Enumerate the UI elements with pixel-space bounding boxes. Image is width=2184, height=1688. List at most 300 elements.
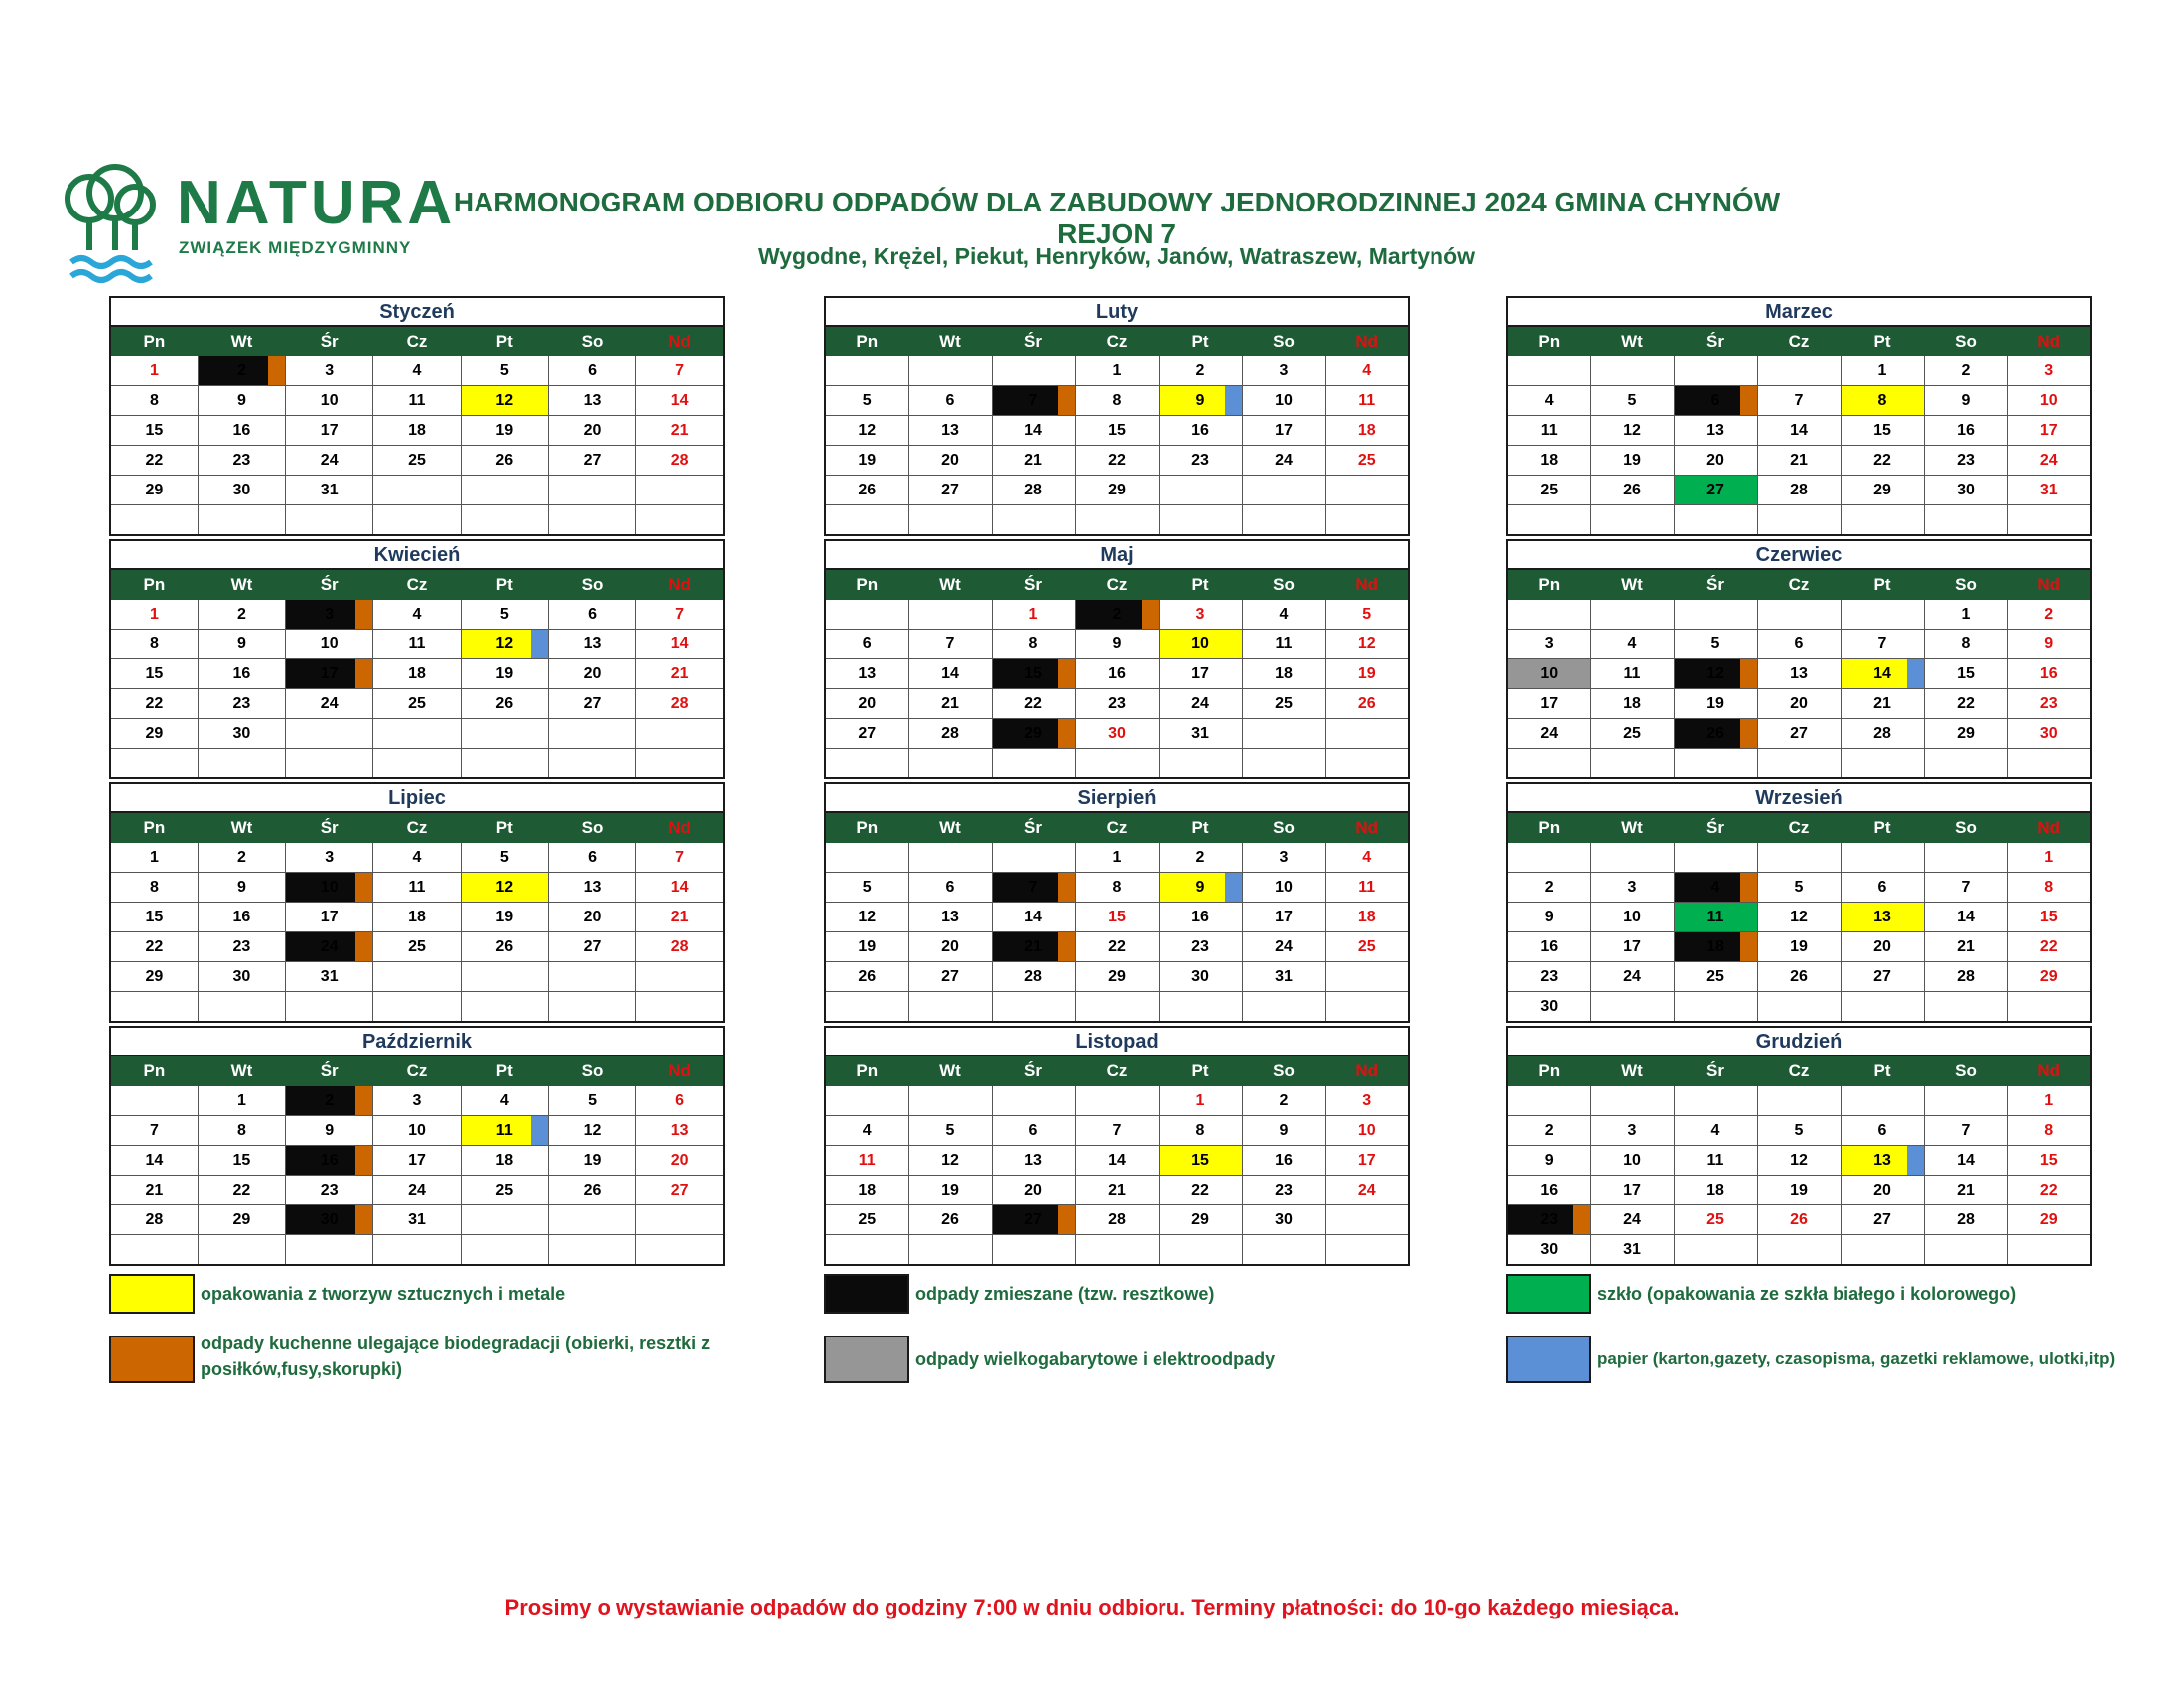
day-cell xyxy=(636,1116,724,1146)
day-cell xyxy=(1507,719,1590,749)
day-number: 1 xyxy=(2044,848,2054,866)
day-number: 13 xyxy=(1024,1151,1042,1169)
month-name: Maj xyxy=(824,539,1410,568)
empty-cell xyxy=(373,992,461,1023)
day-cell xyxy=(1924,1146,2007,1176)
day-cell xyxy=(286,873,373,903)
day-number: 30 xyxy=(1275,1210,1293,1228)
day-number: 28 xyxy=(670,451,689,469)
day-number: 10 xyxy=(408,1121,426,1139)
empty-cell xyxy=(1075,992,1159,1023)
empty-cell xyxy=(1674,600,1757,630)
day-cell xyxy=(1841,630,1924,659)
day-cell xyxy=(1841,1146,1924,1176)
empty-cell xyxy=(373,749,461,779)
day-cell xyxy=(992,903,1075,932)
month-calendar xyxy=(1506,539,2092,779)
day-number: 13 xyxy=(941,421,959,439)
day-number: 3 xyxy=(1544,634,1554,652)
day-cell xyxy=(548,446,635,476)
day-number: 1 xyxy=(149,848,159,866)
pickup-stripe-orange xyxy=(355,873,372,902)
day-number: 28 xyxy=(1108,1210,1126,1228)
weekday-header: Pt xyxy=(1841,326,1924,356)
day-cell xyxy=(992,1116,1075,1146)
day-number: 12 xyxy=(941,1151,959,1169)
day-number: 25 xyxy=(408,937,426,955)
pickup-stripe-orange xyxy=(1740,659,1757,688)
day-number: 18 xyxy=(1275,664,1293,682)
empty-cell xyxy=(1590,356,1674,386)
day-number: 8 xyxy=(1112,878,1122,896)
empty-cell xyxy=(1075,505,1159,536)
day-cell xyxy=(1075,630,1159,659)
day-cell xyxy=(1757,386,1841,416)
day-number: 19 xyxy=(858,937,877,955)
day-number: 8 xyxy=(236,1121,246,1139)
day-cell xyxy=(548,1086,635,1116)
day-number: 28 xyxy=(670,937,689,955)
day-number: 17 xyxy=(1623,937,1641,955)
day-number: 2 xyxy=(1195,848,1205,866)
day-number: 20 xyxy=(1706,451,1724,469)
day-number: 14 xyxy=(1873,664,1891,682)
day-cell xyxy=(1159,416,1242,446)
day-cell xyxy=(825,903,908,932)
day-number: 9 xyxy=(1961,391,1971,409)
weekday-header: So xyxy=(1924,812,2007,843)
day-number: 25 xyxy=(1706,1210,1724,1228)
day-cell xyxy=(373,446,461,476)
day-cell xyxy=(992,873,1075,903)
day-cell xyxy=(286,356,373,386)
day-cell xyxy=(1075,386,1159,416)
day-number: 4 xyxy=(1710,1121,1720,1139)
day-number: 21 xyxy=(1957,1181,1975,1198)
day-cell xyxy=(992,962,1075,992)
weekday-header: So xyxy=(1242,1055,1325,1086)
day-number: 21 xyxy=(1790,451,1808,469)
week-row xyxy=(825,476,1409,505)
empty-cell xyxy=(2007,992,2091,1023)
day-number: 23 xyxy=(1540,1210,1559,1228)
day-number: 16 xyxy=(1108,664,1126,682)
day-cell xyxy=(461,843,548,873)
week-row xyxy=(825,873,1409,903)
day-cell xyxy=(825,1116,908,1146)
weekday-header: Wt xyxy=(908,569,992,600)
day-number: 26 xyxy=(1790,967,1808,985)
day-cell xyxy=(1590,446,1674,476)
empty-cell xyxy=(2007,505,2091,536)
day-number: 16 xyxy=(1275,1151,1293,1169)
day-cell xyxy=(1674,932,1757,962)
day-number: 15 xyxy=(1191,1151,1209,1169)
day-cell xyxy=(2007,356,2091,386)
empty-cell xyxy=(1757,1086,1841,1116)
weekday-header-row xyxy=(825,812,1409,843)
day-cell xyxy=(110,416,198,446)
weekday-header: Cz xyxy=(1757,1055,1841,1086)
day-cell xyxy=(1674,446,1757,476)
day-number: 18 xyxy=(495,1151,514,1169)
day-number: 5 xyxy=(588,1091,597,1109)
weekday-header: Cz xyxy=(1075,1055,1159,1086)
empty-cell xyxy=(1590,505,1674,536)
empty-cell xyxy=(1674,356,1757,386)
day-number: 8 xyxy=(149,634,159,652)
month-name: Styczeń xyxy=(109,296,725,325)
week-row xyxy=(825,903,1409,932)
week-row xyxy=(110,446,724,476)
empty-cell xyxy=(1841,992,1924,1023)
pickup-stripe-orange xyxy=(1740,719,1757,748)
day-number: 22 xyxy=(1873,451,1891,469)
day-number: 9 xyxy=(1195,878,1205,896)
day-cell xyxy=(1325,446,1409,476)
week-row xyxy=(825,689,1409,719)
weekday-header: Nd xyxy=(1325,569,1409,600)
day-cell xyxy=(825,416,908,446)
weekday-header: Pn xyxy=(1507,812,1590,843)
day-cell xyxy=(1507,446,1590,476)
day-number: 8 xyxy=(149,878,159,896)
day-cell xyxy=(2007,843,2091,873)
day-cell xyxy=(1590,1146,1674,1176)
day-cell xyxy=(1242,962,1325,992)
day-number: 5 xyxy=(499,605,509,623)
day-number: 7 xyxy=(149,1121,159,1139)
week-row xyxy=(1507,843,2091,873)
weekday-header: Pn xyxy=(110,1055,198,1086)
day-cell xyxy=(636,843,724,873)
day-cell xyxy=(373,903,461,932)
day-number: 20 xyxy=(1024,1181,1042,1198)
day-number: 10 xyxy=(1540,664,1559,682)
day-cell xyxy=(548,630,635,659)
day-cell xyxy=(461,386,548,416)
day-number: 28 xyxy=(941,724,959,742)
weekday-header-row xyxy=(825,326,1409,356)
day-number: 19 xyxy=(1357,664,1376,682)
day-cell xyxy=(2007,1116,2091,1146)
day-number: 25 xyxy=(408,451,426,469)
day-number: 16 xyxy=(2039,664,2058,682)
empty-cell xyxy=(461,749,548,779)
day-cell xyxy=(2007,446,2091,476)
day-cell xyxy=(1242,903,1325,932)
day-cell xyxy=(110,719,198,749)
day-number: 4 xyxy=(1279,605,1289,623)
day-number: 17 xyxy=(1275,421,1293,439)
day-cell xyxy=(198,386,285,416)
day-number: 1 xyxy=(2044,1091,2054,1109)
day-number: 11 xyxy=(858,1151,876,1169)
day-number: 11 xyxy=(1706,1151,1724,1169)
pickup-stripe-blue xyxy=(1225,386,1242,415)
weekday-header-row xyxy=(1507,326,2091,356)
pickup-stripe-orange xyxy=(1058,932,1075,961)
day-cell xyxy=(286,962,373,992)
day-cell xyxy=(825,1205,908,1235)
day-cell xyxy=(825,659,908,689)
day-cell xyxy=(1590,873,1674,903)
day-number: 21 xyxy=(1873,694,1891,712)
day-cell xyxy=(1590,1116,1674,1146)
empty-cell xyxy=(1924,843,2007,873)
day-number: 7 xyxy=(1028,878,1038,896)
empty-cell xyxy=(908,749,992,779)
day-cell xyxy=(1757,630,1841,659)
day-number: 5 xyxy=(1794,878,1804,896)
legend-label-orange: odpady kuchenne ulegające biodegradacji (obierki, resztki z posiłków,fusy,skorupki) xyxy=(201,1334,711,1379)
day-number: 23 xyxy=(2039,694,2058,712)
weekday-header: Pn xyxy=(1507,326,1590,356)
empty-cell xyxy=(1507,843,1590,873)
day-number: 3 xyxy=(1362,1091,1372,1109)
empty-cell xyxy=(1757,505,1841,536)
empty-cell xyxy=(548,1205,635,1235)
empty-cell xyxy=(1159,1235,1242,1266)
empty-cell xyxy=(908,1235,992,1266)
day-cell xyxy=(2007,873,2091,903)
day-cell xyxy=(1590,659,1674,689)
day-number: 5 xyxy=(499,361,509,379)
weekday-header: Cz xyxy=(1757,812,1841,843)
empty-cell xyxy=(1924,505,2007,536)
day-number: 27 xyxy=(583,937,602,955)
day-cell xyxy=(825,386,908,416)
day-cell xyxy=(1507,630,1590,659)
day-cell xyxy=(992,1146,1075,1176)
week-row xyxy=(825,843,1409,873)
day-number: 26 xyxy=(1623,481,1641,498)
day-number: 19 xyxy=(858,451,877,469)
empty-cell xyxy=(198,749,285,779)
weekday-header: So xyxy=(1924,1055,2007,1086)
day-cell xyxy=(1674,1116,1757,1146)
day-cell xyxy=(198,1086,285,1116)
day-number: 19 xyxy=(495,908,514,925)
day-number: 13 xyxy=(1706,421,1724,439)
week-row xyxy=(110,1235,724,1266)
week-row xyxy=(110,873,724,903)
pickup-stripe-orange xyxy=(1058,719,1075,748)
legend-label-black: odpady zmieszane (tzw. resztkowe) xyxy=(915,1284,1215,1304)
weekday-header: Cz xyxy=(373,569,461,600)
day-number: 30 xyxy=(2039,724,2058,742)
day-number: 16 xyxy=(1957,421,1975,439)
day-number: 5 xyxy=(1362,605,1372,623)
day-number: 1 xyxy=(236,1091,246,1109)
day-cell xyxy=(1507,689,1590,719)
empty-cell xyxy=(548,719,635,749)
week-row xyxy=(1507,689,2091,719)
day-cell xyxy=(1242,843,1325,873)
weekday-header: Pn xyxy=(825,1055,908,1086)
weekday-header: Nd xyxy=(1325,812,1409,843)
weekday-header: Cz xyxy=(1757,569,1841,600)
day-number: 7 xyxy=(675,361,685,379)
week-row xyxy=(110,356,724,386)
day-number: 15 xyxy=(1024,664,1042,682)
day-number: 2 xyxy=(1112,605,1122,623)
day-cell xyxy=(110,600,198,630)
day-cell xyxy=(1242,689,1325,719)
day-number: 18 xyxy=(858,1181,877,1198)
week-row xyxy=(110,932,724,962)
empty-cell xyxy=(1325,962,1409,992)
empty-cell xyxy=(1590,992,1674,1023)
day-cell xyxy=(1075,356,1159,386)
day-number: 29 xyxy=(1108,967,1126,985)
empty-cell xyxy=(1590,843,1674,873)
day-cell xyxy=(1924,719,2007,749)
day-cell xyxy=(2007,416,2091,446)
day-number: 26 xyxy=(1357,694,1376,712)
day-number: 10 xyxy=(320,634,339,652)
pickup-stripe-orange xyxy=(1142,600,1159,629)
day-number: 28 xyxy=(145,1210,164,1228)
day-number: 7 xyxy=(945,634,955,652)
day-cell xyxy=(1757,1146,1841,1176)
weekday-header: Śr xyxy=(286,569,373,600)
day-number: 11 xyxy=(408,634,426,652)
day-number: 1 xyxy=(149,605,159,623)
day-cell xyxy=(992,630,1075,659)
empty-cell xyxy=(1507,505,1590,536)
day-cell xyxy=(825,873,908,903)
empty-cell xyxy=(1325,505,1409,536)
day-number: 22 xyxy=(1191,1181,1209,1198)
empty-cell xyxy=(286,719,373,749)
day-cell xyxy=(1841,1116,1924,1146)
day-number: 26 xyxy=(583,1181,602,1198)
day-number: 5 xyxy=(499,848,509,866)
weekday-header: Cz xyxy=(1757,326,1841,356)
empty-cell xyxy=(908,992,992,1023)
day-cell xyxy=(2007,962,2091,992)
empty-cell xyxy=(636,1235,724,1266)
day-number: 31 xyxy=(1191,724,1209,742)
day-number: 7 xyxy=(1961,878,1971,896)
week-row xyxy=(110,689,724,719)
day-cell xyxy=(636,1086,724,1116)
week-row xyxy=(825,600,1409,630)
day-cell xyxy=(1757,659,1841,689)
weekday-header-row xyxy=(1507,569,2091,600)
day-cell xyxy=(373,416,461,446)
day-cell xyxy=(908,903,992,932)
empty-cell xyxy=(1841,1235,1924,1266)
weekday-header: So xyxy=(1242,812,1325,843)
day-number: 11 xyxy=(408,878,426,896)
day-number: 31 xyxy=(2039,481,2058,498)
weekday-header: Wt xyxy=(1590,569,1674,600)
day-cell xyxy=(1325,1146,1409,1176)
empty-cell xyxy=(636,962,724,992)
day-cell xyxy=(1075,903,1159,932)
day-cell xyxy=(1674,873,1757,903)
day-number: 18 xyxy=(408,664,426,682)
day-number: 23 xyxy=(232,694,251,712)
weekday-header: Cz xyxy=(373,1055,461,1086)
week-row xyxy=(1507,992,2091,1023)
day-cell xyxy=(2007,600,2091,630)
empty-cell xyxy=(908,600,992,630)
day-cell xyxy=(461,873,548,903)
day-cell xyxy=(373,1205,461,1235)
day-cell xyxy=(1757,689,1841,719)
day-cell xyxy=(286,1116,373,1146)
empty-cell xyxy=(636,1205,724,1235)
day-cell xyxy=(548,873,635,903)
empty-cell xyxy=(461,962,548,992)
day-number: 25 xyxy=(1357,451,1376,469)
week-row xyxy=(1507,416,2091,446)
week-row xyxy=(110,1146,724,1176)
weekday-header: Wt xyxy=(908,1055,992,1086)
day-cell xyxy=(908,962,992,992)
day-cell xyxy=(198,446,285,476)
day-cell xyxy=(636,386,724,416)
day-cell xyxy=(1507,962,1590,992)
day-cell xyxy=(1590,1176,1674,1205)
day-cell xyxy=(1590,962,1674,992)
weekday-header: Pn xyxy=(825,326,908,356)
day-cell xyxy=(548,386,635,416)
day-cell xyxy=(461,630,548,659)
day-cell xyxy=(908,1176,992,1205)
day-cell xyxy=(1841,873,1924,903)
day-cell xyxy=(992,600,1075,630)
day-cell xyxy=(1841,1205,1924,1235)
day-number: 9 xyxy=(1279,1121,1289,1139)
day-cell xyxy=(1325,416,1409,446)
weekday-header: So xyxy=(548,1055,635,1086)
pickup-stripe-blue xyxy=(1907,1146,1924,1175)
pickup-stripe-orange xyxy=(1740,386,1757,415)
week-row xyxy=(110,1086,724,1116)
week-row xyxy=(1507,1205,2091,1235)
week-row xyxy=(1507,1235,2091,1266)
day-number: 23 xyxy=(1957,451,1975,469)
day-number: 21 xyxy=(670,908,689,925)
day-number: 30 xyxy=(1957,481,1975,498)
day-number: 25 xyxy=(495,1181,514,1198)
day-number: 22 xyxy=(145,937,164,955)
day-cell xyxy=(1159,1176,1242,1205)
day-cell xyxy=(1325,1176,1409,1205)
day-number: 5 xyxy=(862,391,872,409)
day-number: 27 xyxy=(941,481,959,498)
day-cell xyxy=(548,843,635,873)
day-cell xyxy=(198,356,285,386)
day-number: 7 xyxy=(1961,1121,1971,1139)
day-number: 11 xyxy=(1706,908,1724,925)
day-cell xyxy=(1507,659,1590,689)
month-calendar xyxy=(109,782,725,1023)
day-number: 8 xyxy=(2044,1121,2054,1139)
day-number: 10 xyxy=(1623,908,1641,925)
day-number: 28 xyxy=(1873,724,1891,742)
weekday-header: Cz xyxy=(373,812,461,843)
day-number: 12 xyxy=(858,421,877,439)
day-number: 2 xyxy=(1195,361,1205,379)
month-calendar xyxy=(824,296,1410,536)
empty-cell xyxy=(825,505,908,536)
day-cell xyxy=(908,476,992,505)
